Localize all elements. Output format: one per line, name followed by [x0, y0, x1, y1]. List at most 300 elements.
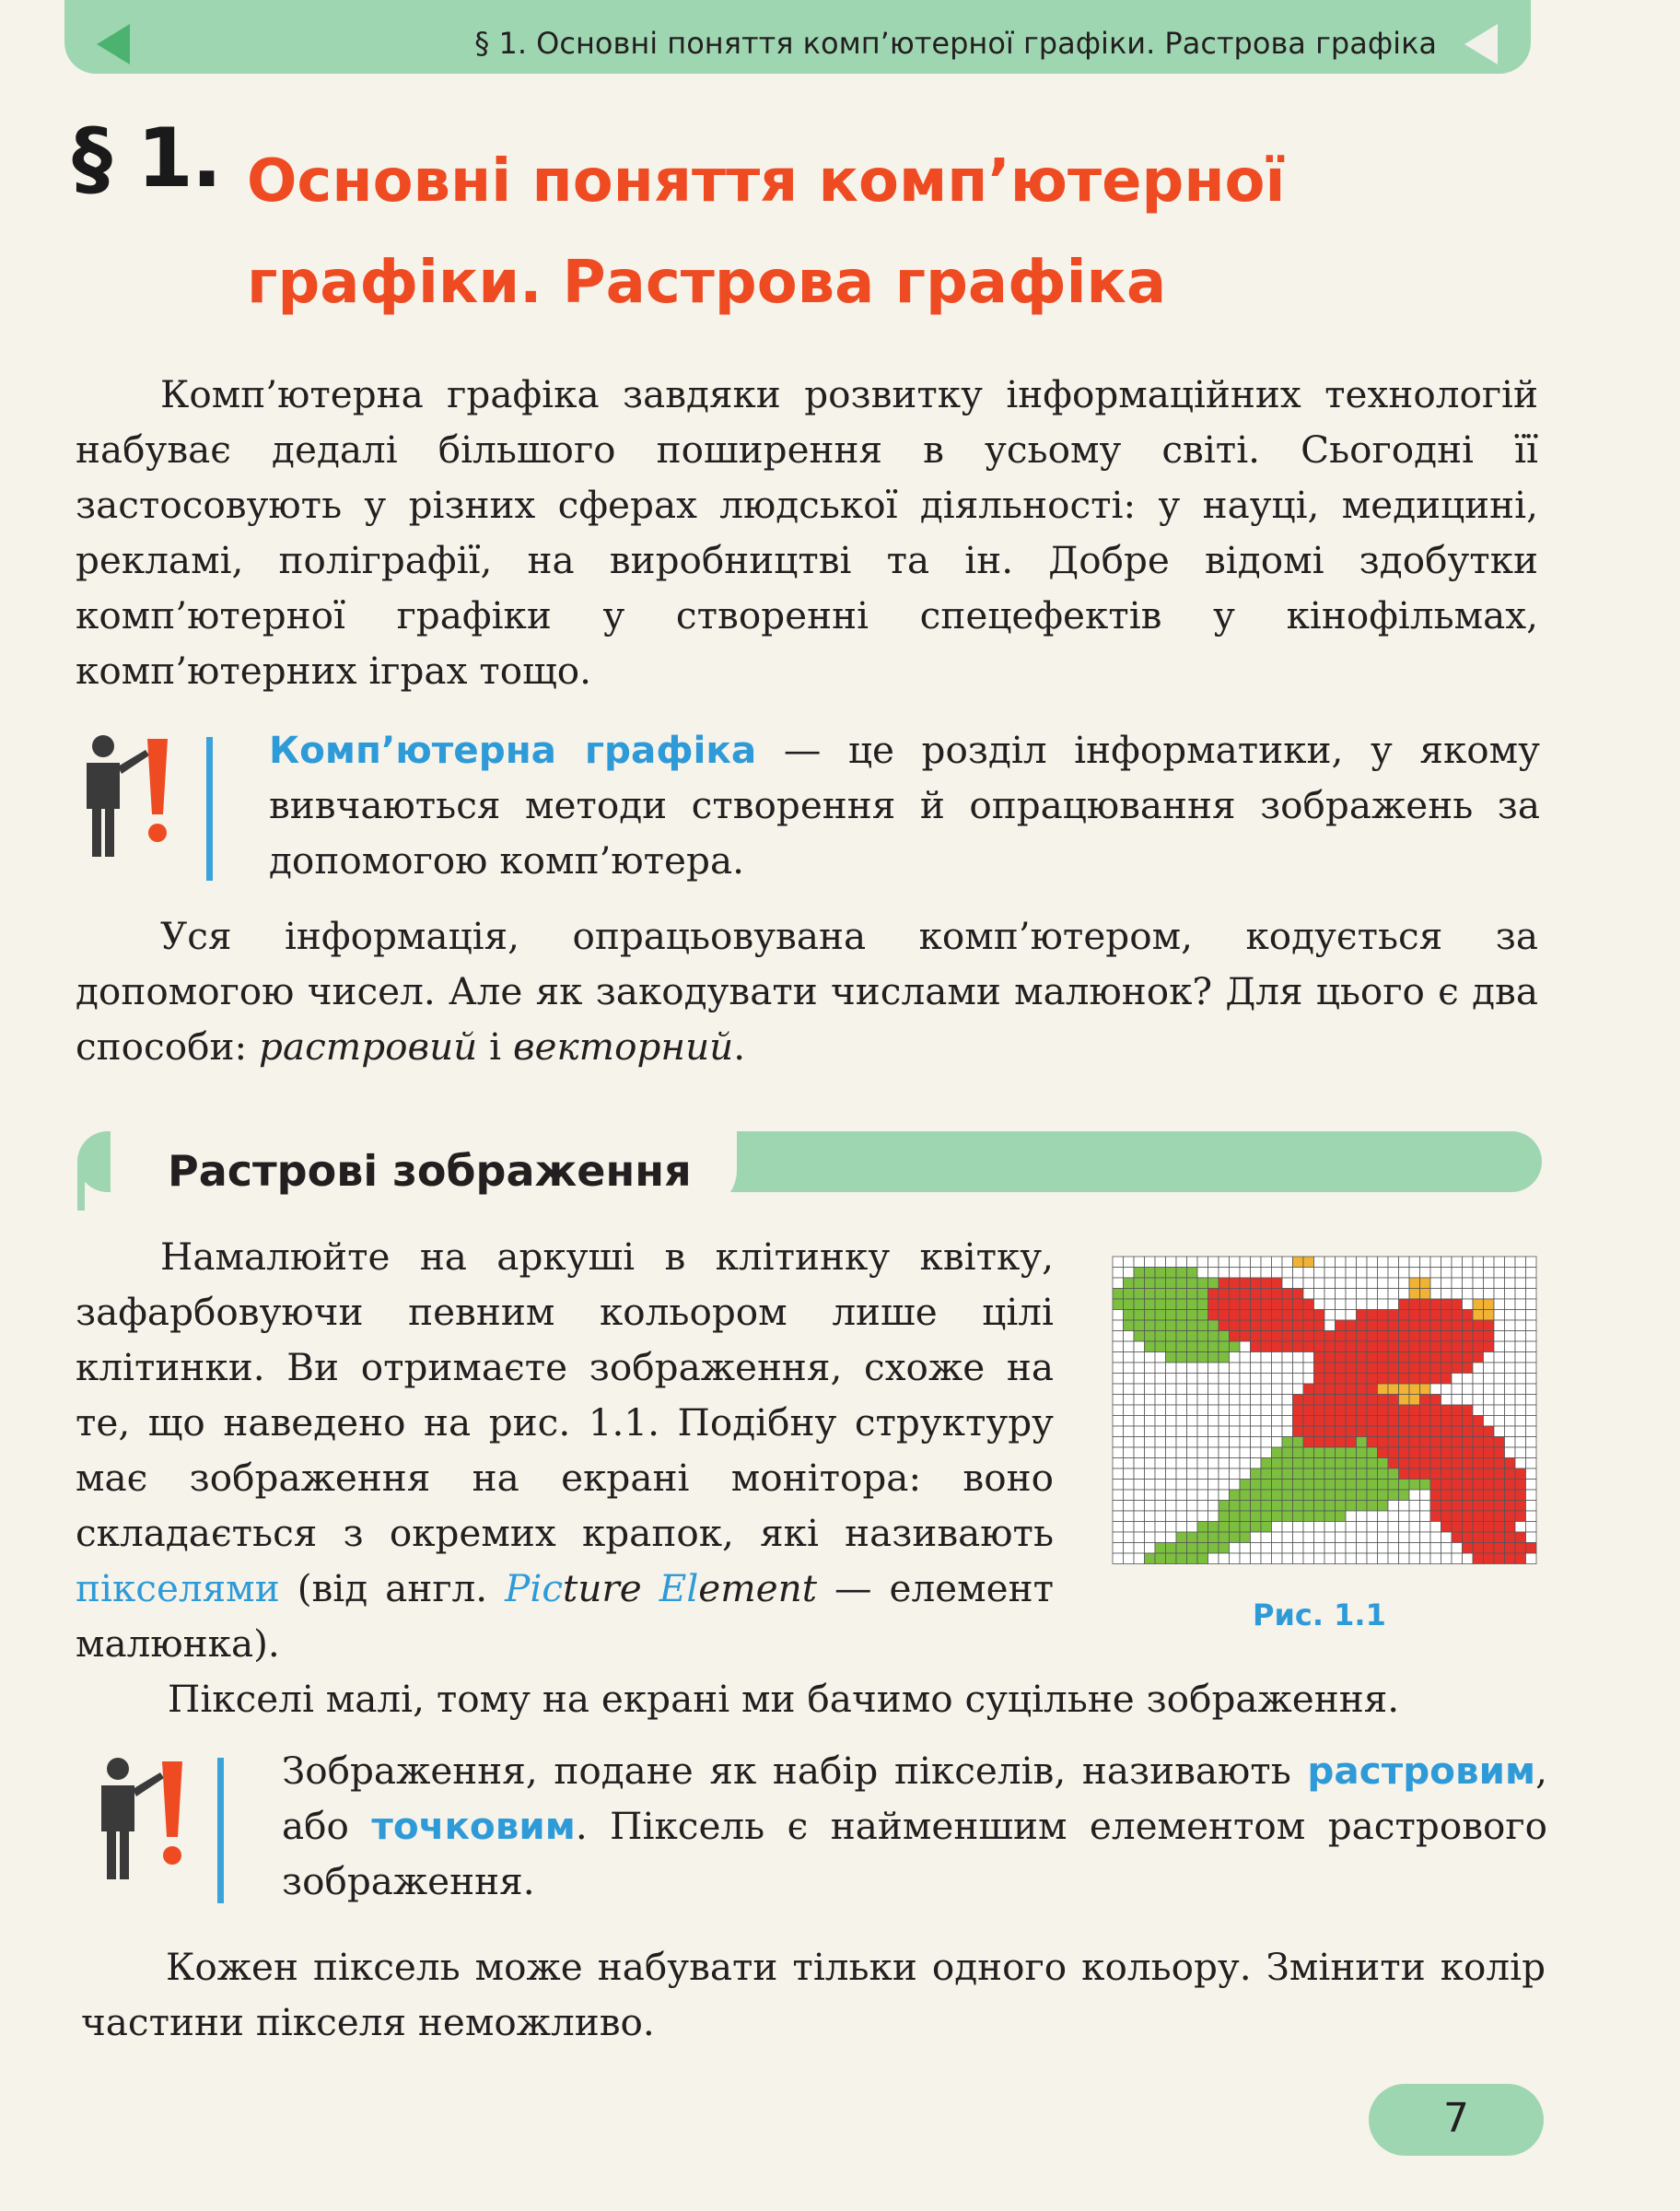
pixel-cell	[1303, 1447, 1314, 1458]
pixel-cell	[1293, 1480, 1304, 1491]
pixel-cell	[1272, 1447, 1283, 1458]
pixel-cell	[1378, 1426, 1389, 1437]
pixel-cell	[1494, 1289, 1505, 1300]
pixel-cell	[1399, 1395, 1410, 1406]
pixel-cell	[1261, 1395, 1272, 1406]
pixel-cell	[1484, 1374, 1495, 1385]
pixel-color-paragraph: Кожен піксель може набувати тільки одного кольору. Змінити колір частини пікселя неможливо.	[81, 1945, 1546, 2044]
pixel-cell	[1346, 1299, 1357, 1310]
pixel-cell	[1208, 1522, 1219, 1533]
prev-arrow-icon[interactable]	[97, 24, 130, 64]
pixel-cell	[1324, 1278, 1336, 1289]
pixel-cell	[1452, 1384, 1463, 1395]
pixel-cell	[1187, 1289, 1198, 1300]
pixel-cell	[1113, 1363, 1124, 1374]
pixel-cell	[1134, 1341, 1145, 1352]
pixel-cell	[1303, 1490, 1314, 1501]
pixel-cell	[1187, 1468, 1198, 1480]
pixel-cell	[1113, 1405, 1124, 1416]
pixel-cell	[1208, 1310, 1219, 1321]
pixel-cell	[1293, 1320, 1304, 1331]
pixel-cell	[1187, 1405, 1198, 1416]
pixel-cell	[1505, 1543, 1516, 1554]
pixel-cell	[1388, 1268, 1399, 1279]
pixel-cell	[1208, 1447, 1219, 1458]
pixel-cell	[1526, 1532, 1537, 1543]
pixel-cell	[1303, 1331, 1314, 1342]
pixel-cell	[1336, 1426, 1347, 1437]
pixel-cell	[1124, 1374, 1135, 1385]
pixel-cell	[1484, 1468, 1495, 1480]
pixel-cell	[1452, 1532, 1463, 1543]
pixel-cell	[1219, 1532, 1230, 1543]
pixel-cell	[1420, 1532, 1431, 1543]
pixel-cell	[1219, 1437, 1230, 1448]
pixel-cell	[1367, 1384, 1378, 1395]
pixel-cell	[1197, 1257, 1208, 1268]
pixel-cell	[1197, 1299, 1208, 1310]
pixel-cell	[1197, 1522, 1208, 1533]
pixel-cell	[1505, 1289, 1516, 1300]
pixel-cell	[1420, 1299, 1431, 1310]
pixel-cell	[1240, 1278, 1251, 1289]
pixel-cell	[1293, 1426, 1304, 1437]
pixel-cell	[1134, 1490, 1145, 1501]
pixel-cell	[1388, 1289, 1399, 1300]
pixel-cell	[1409, 1289, 1420, 1300]
pixel-cell	[1463, 1310, 1474, 1321]
pixel-cell	[1314, 1363, 1325, 1374]
pixel-cell	[1357, 1257, 1368, 1268]
pixel-cell	[1346, 1352, 1357, 1363]
pixel-cell	[1420, 1268, 1431, 1279]
pixel-cell	[1293, 1299, 1304, 1310]
period: .	[733, 1024, 746, 1069]
pixel-cell	[1155, 1257, 1166, 1268]
pixel-cell	[1409, 1522, 1420, 1533]
pixel-cell	[1261, 1341, 1272, 1352]
pixel-cell	[1357, 1458, 1368, 1469]
pixel-cell	[1378, 1511, 1389, 1522]
pixel-cell	[1261, 1310, 1272, 1321]
pixel-cell	[1134, 1374, 1145, 1385]
pixel-cell	[1272, 1257, 1283, 1268]
pixel-cell	[1197, 1501, 1208, 1512]
pixel-cell	[1526, 1289, 1537, 1300]
pixel-cell	[1314, 1320, 1325, 1331]
pixel-cell	[1155, 1468, 1166, 1480]
pixel-cell	[1282, 1437, 1293, 1448]
pixel-cell	[1367, 1341, 1378, 1352]
pixel-cell	[1430, 1384, 1441, 1395]
pixel-cell	[1409, 1553, 1420, 1564]
pixel-cell	[1505, 1532, 1516, 1543]
pixel-cell	[1145, 1437, 1156, 1448]
pixel-cell	[1124, 1447, 1135, 1458]
pixel-cell	[1145, 1352, 1156, 1363]
pixel-cell	[1430, 1363, 1441, 1374]
pixel-cell	[1314, 1532, 1325, 1543]
pixel-cell	[1357, 1341, 1368, 1352]
pixel-cell	[1452, 1310, 1463, 1321]
pixel-cell	[1409, 1501, 1420, 1512]
pixel-cell	[1399, 1268, 1410, 1279]
pixel-cell	[1219, 1426, 1230, 1437]
pixel-cell	[1208, 1320, 1219, 1331]
pixel-cell	[1515, 1320, 1526, 1331]
pixel-cell	[1430, 1405, 1441, 1416]
pixel-cell	[1251, 1299, 1262, 1310]
pixel-cell	[1399, 1458, 1410, 1469]
pixel-cell	[1473, 1310, 1484, 1321]
pixel-cell	[1282, 1405, 1293, 1416]
pixel-cell	[1367, 1257, 1378, 1268]
pixel-cell	[1357, 1395, 1368, 1406]
pixel-cell	[1261, 1289, 1272, 1300]
pixel-cell	[1176, 1532, 1187, 1543]
pixel-cell	[1208, 1384, 1219, 1395]
pixel-cell	[1420, 1553, 1431, 1564]
pixel-cell	[1293, 1374, 1304, 1385]
pixel-cell	[1346, 1447, 1357, 1458]
pixel-cell	[1324, 1490, 1336, 1501]
pixel-cell	[1293, 1331, 1304, 1342]
pixel-cell	[1505, 1310, 1516, 1321]
pixel-cell	[1113, 1468, 1124, 1480]
pixel-cell	[1494, 1543, 1505, 1554]
pixel-cell	[1240, 1553, 1251, 1564]
pixel-cell	[1441, 1501, 1452, 1512]
pixel-cell	[1473, 1543, 1484, 1554]
pixel-cell	[1293, 1384, 1304, 1395]
section-title	[247, 131, 1472, 333]
pixel-cell	[1388, 1501, 1399, 1512]
pixel-cell	[1219, 1341, 1230, 1352]
pixel-cell	[1155, 1447, 1166, 1458]
pixel-cell	[1505, 1458, 1516, 1469]
pixel-cell	[1113, 1299, 1124, 1310]
pixel-cell	[1388, 1511, 1399, 1522]
pixel-cell	[1240, 1374, 1251, 1385]
pixel-cell	[1197, 1289, 1208, 1300]
pixel-cell	[1515, 1257, 1526, 1268]
pixel-cell	[1441, 1331, 1452, 1342]
pixel-cell	[1409, 1278, 1420, 1289]
pixel-cell	[1484, 1553, 1495, 1564]
pixel-cell	[1357, 1405, 1368, 1416]
pixel-cell	[1367, 1289, 1378, 1300]
pixel-cell	[1230, 1352, 1241, 1363]
pixel-cell	[1409, 1426, 1420, 1437]
pixel-cell	[1197, 1331, 1208, 1342]
pixel-cell	[1124, 1395, 1135, 1406]
pixel-cell	[1197, 1490, 1208, 1501]
pixel-cell	[1420, 1320, 1431, 1331]
pixel-cell	[1303, 1405, 1314, 1416]
pixel-cell	[1230, 1426, 1241, 1437]
pixel-cell	[1463, 1480, 1474, 1491]
pixel-cell	[1526, 1268, 1537, 1279]
pixel-cell	[1526, 1395, 1537, 1406]
pixel-cell	[1388, 1384, 1399, 1395]
pixel-cell	[1145, 1299, 1156, 1310]
pixel-cell	[1473, 1490, 1484, 1501]
pixel-cell	[1494, 1374, 1505, 1385]
pixel-cell	[1324, 1331, 1336, 1342]
pixel-cell	[1515, 1458, 1526, 1469]
pixel-cell	[1314, 1384, 1325, 1395]
pixel-cell	[1124, 1310, 1135, 1321]
pixel-cell	[1314, 1310, 1325, 1321]
pixel-cell	[1113, 1447, 1124, 1458]
pixel-cell	[1399, 1352, 1410, 1363]
pixel-cell	[1303, 1501, 1314, 1512]
pixel-cell	[1463, 1522, 1474, 1533]
pixel-cell	[1357, 1501, 1368, 1512]
pixel-cell	[1282, 1299, 1293, 1310]
pixel-cell	[1367, 1437, 1378, 1448]
pixel-cell	[1155, 1522, 1166, 1533]
section-title-line1: Основні поняття комп’ютерної	[247, 147, 1286, 216]
pixel-cell	[1155, 1511, 1166, 1522]
pixel-cell	[1251, 1501, 1262, 1512]
pixel-cell	[1176, 1543, 1187, 1554]
pixel-cell	[1346, 1320, 1357, 1331]
pixel-cell	[1357, 1480, 1368, 1491]
pixel-cell	[1208, 1543, 1219, 1554]
pixel-cell	[1219, 1268, 1230, 1279]
pixel-cell	[1282, 1553, 1293, 1564]
pixel-cell	[1367, 1543, 1378, 1554]
pixel-cell	[1452, 1352, 1463, 1363]
pixel-cell	[1378, 1352, 1389, 1363]
pixel-cell	[1293, 1257, 1304, 1268]
pixel-cell	[1484, 1352, 1495, 1363]
pixel-cell	[1166, 1341, 1177, 1352]
pixel-cell	[1441, 1320, 1452, 1331]
pixel-cell	[1473, 1426, 1484, 1437]
pixel-cell	[1336, 1299, 1347, 1310]
pixel-cell	[1430, 1299, 1441, 1310]
next-arrow-icon[interactable]	[1464, 24, 1498, 64]
pixel-cell	[1357, 1416, 1368, 1427]
pixel-cell	[1134, 1289, 1145, 1300]
pixel-cell	[1473, 1341, 1484, 1352]
pixel-cell	[1378, 1320, 1389, 1331]
pixel-cell	[1145, 1490, 1156, 1501]
pixel-cell	[1230, 1374, 1241, 1385]
pixel-cell	[1526, 1543, 1537, 1554]
pixel-cell	[1303, 1416, 1314, 1427]
pixel-cell	[1346, 1458, 1357, 1469]
pixel-cell	[1113, 1341, 1124, 1352]
pixel-cell	[1494, 1532, 1505, 1543]
pixel-cell	[1197, 1543, 1208, 1554]
pixel-cell	[1124, 1426, 1135, 1437]
pixel-cell	[1409, 1416, 1420, 1427]
raster-text: Намалюйте на аркуші в клітинку квітку, зафарбовуючи певним кольором лише цілі клітинки. Ви отримаєте зображення, схоже на те, що наведено на рис. 1.1. Подібну структуру має зображення на екрані монітора: воно складається з окремих крапок, які називають	[76, 1234, 1054, 1555]
pixel-cell	[1155, 1416, 1166, 1427]
pixel-cell	[1124, 1363, 1135, 1374]
pixel-cell	[1155, 1268, 1166, 1279]
pixel-cell	[1484, 1341, 1495, 1352]
pixel-cell	[1346, 1310, 1357, 1321]
pixel-cell	[1176, 1268, 1187, 1279]
pixel-cell	[1314, 1468, 1325, 1480]
pixel-cell	[1251, 1257, 1262, 1268]
pixel-cell	[1324, 1416, 1336, 1427]
pixel-cell	[1409, 1352, 1420, 1363]
pixel-cell	[1187, 1257, 1198, 1268]
pixel-cell	[1430, 1268, 1441, 1279]
page-number: 7	[1443, 2095, 1469, 2142]
pixel-cell	[1208, 1341, 1219, 1352]
pixel-cell	[1399, 1490, 1410, 1501]
pixel-cell	[1441, 1553, 1452, 1564]
pixel-cell	[1409, 1310, 1420, 1321]
pixel-cell	[1124, 1437, 1135, 1448]
pixel-cell	[1515, 1416, 1526, 1427]
pixel-cell	[1336, 1522, 1347, 1533]
pixel-cell	[1526, 1310, 1537, 1321]
pixel-cell	[1367, 1268, 1378, 1279]
pixel-cell	[1357, 1352, 1368, 1363]
pixel-cell	[1463, 1363, 1474, 1374]
pixel-cell	[1314, 1490, 1325, 1501]
pixel-cell	[1505, 1501, 1516, 1512]
pixel-cell	[1293, 1395, 1304, 1406]
pixel-cell	[1176, 1511, 1187, 1522]
pixel-cell	[1473, 1320, 1484, 1331]
pixel-cell	[1187, 1553, 1198, 1564]
pixel-cell	[1303, 1352, 1314, 1363]
pixel-cell	[1303, 1278, 1314, 1289]
pixel-cell	[1336, 1289, 1347, 1300]
pixel-cell	[1409, 1320, 1420, 1331]
pixel-cell	[1166, 1299, 1177, 1310]
pixel-cell	[1346, 1395, 1357, 1406]
pixel-cell	[1251, 1310, 1262, 1321]
pixel-cell	[1484, 1522, 1495, 1533]
pixel-cell	[1441, 1426, 1452, 1437]
pixel-cell	[1515, 1268, 1526, 1279]
pixel-cell	[1441, 1384, 1452, 1395]
pixel-cell	[1240, 1480, 1251, 1491]
pixel-cell	[1251, 1268, 1262, 1279]
pixel-cell	[1336, 1532, 1347, 1543]
pixel-cell	[1409, 1374, 1420, 1385]
pixel-cell	[1324, 1501, 1336, 1512]
pixel-cell	[1367, 1490, 1378, 1501]
pixel-cell	[1505, 1341, 1516, 1352]
pixel-cell	[1208, 1553, 1219, 1564]
pixel-cell	[1303, 1310, 1314, 1321]
pixel-cell	[1272, 1532, 1283, 1543]
pixel-cell	[1251, 1416, 1262, 1427]
pixel-cell	[1357, 1310, 1368, 1321]
definition-text: — це розділ інформатики, у якому вивчаються методи створення й опрацювання зображень за допомогою комп’ютера.	[269, 728, 1540, 883]
pixel-cell	[1378, 1310, 1389, 1321]
pixel-cell	[1208, 1416, 1219, 1427]
pixel-cell	[1134, 1447, 1145, 1458]
pixel-cell	[1336, 1437, 1347, 1448]
pixel-cell	[1176, 1480, 1187, 1491]
pixel-cell	[1430, 1553, 1441, 1564]
pixel-cell	[1505, 1480, 1516, 1491]
pixel-cell	[1240, 1395, 1251, 1406]
pixel-cell	[1441, 1374, 1452, 1385]
pixel-cell	[1230, 1501, 1241, 1512]
pixel-cell	[1272, 1490, 1283, 1501]
pixel-cell	[1251, 1522, 1262, 1533]
pixel-cell	[1187, 1426, 1198, 1437]
pixel-cell	[1420, 1363, 1431, 1374]
pixel-cell	[1409, 1447, 1420, 1458]
pixel-cell	[1176, 1320, 1187, 1331]
pixel-cell	[1208, 1458, 1219, 1469]
pixel-cell	[1515, 1447, 1526, 1458]
pixel-cell	[1336, 1363, 1347, 1374]
pixel-cell	[1272, 1268, 1283, 1279]
pixel-cell	[1187, 1543, 1198, 1554]
pixel-cell	[1219, 1416, 1230, 1427]
pixel-cell	[1430, 1490, 1441, 1501]
pixel-cell	[1357, 1289, 1368, 1300]
pixel-cell	[1303, 1437, 1314, 1448]
pixel-cell	[1113, 1543, 1124, 1554]
pixel-cell	[1473, 1384, 1484, 1395]
pixel-cell	[1134, 1480, 1145, 1491]
pixel-cell	[1324, 1458, 1336, 1469]
pixel-cell	[1336, 1447, 1347, 1458]
pixel-cell	[1303, 1384, 1314, 1395]
pixel-cell	[1261, 1320, 1272, 1331]
pixel-cell	[1430, 1257, 1441, 1268]
pixel-cell	[1452, 1543, 1463, 1554]
pixel-cell	[1303, 1553, 1314, 1564]
pixel-cell	[1272, 1416, 1283, 1427]
pixel-cell	[1430, 1480, 1441, 1491]
pixel-cell	[1282, 1490, 1293, 1501]
pixel-cell	[1272, 1405, 1283, 1416]
term-computer-graphics: Комп’ютерна графіка	[269, 728, 757, 772]
pixel-cell	[1187, 1511, 1198, 1522]
pixel-cell	[1208, 1532, 1219, 1543]
pixel-cell	[1494, 1395, 1505, 1406]
pixel-cell	[1430, 1310, 1441, 1321]
pixel-cell	[1176, 1310, 1187, 1321]
pixel-cell	[1251, 1374, 1262, 1385]
pixel-cell	[1420, 1331, 1431, 1342]
pixel-cell	[1515, 1384, 1526, 1395]
pixel-cell	[1145, 1363, 1156, 1374]
pixel-cell	[1452, 1426, 1463, 1437]
pixel-cell	[1452, 1331, 1463, 1342]
pixel-cell	[1367, 1522, 1378, 1533]
pixel-cell	[1145, 1447, 1156, 1458]
pixel-cell	[1452, 1278, 1463, 1289]
pixel-cell	[1505, 1405, 1516, 1416]
pixel-cell	[1441, 1543, 1452, 1554]
pixel-cell	[1113, 1320, 1124, 1331]
pixel-cell	[1303, 1299, 1314, 1310]
pixel-cell	[1208, 1352, 1219, 1363]
pixel-cell	[1452, 1268, 1463, 1279]
pixel-cell	[1494, 1257, 1505, 1268]
pixel-cell	[1219, 1490, 1230, 1501]
pixel-cell	[1420, 1416, 1431, 1427]
pixel-cell	[1367, 1395, 1378, 1406]
